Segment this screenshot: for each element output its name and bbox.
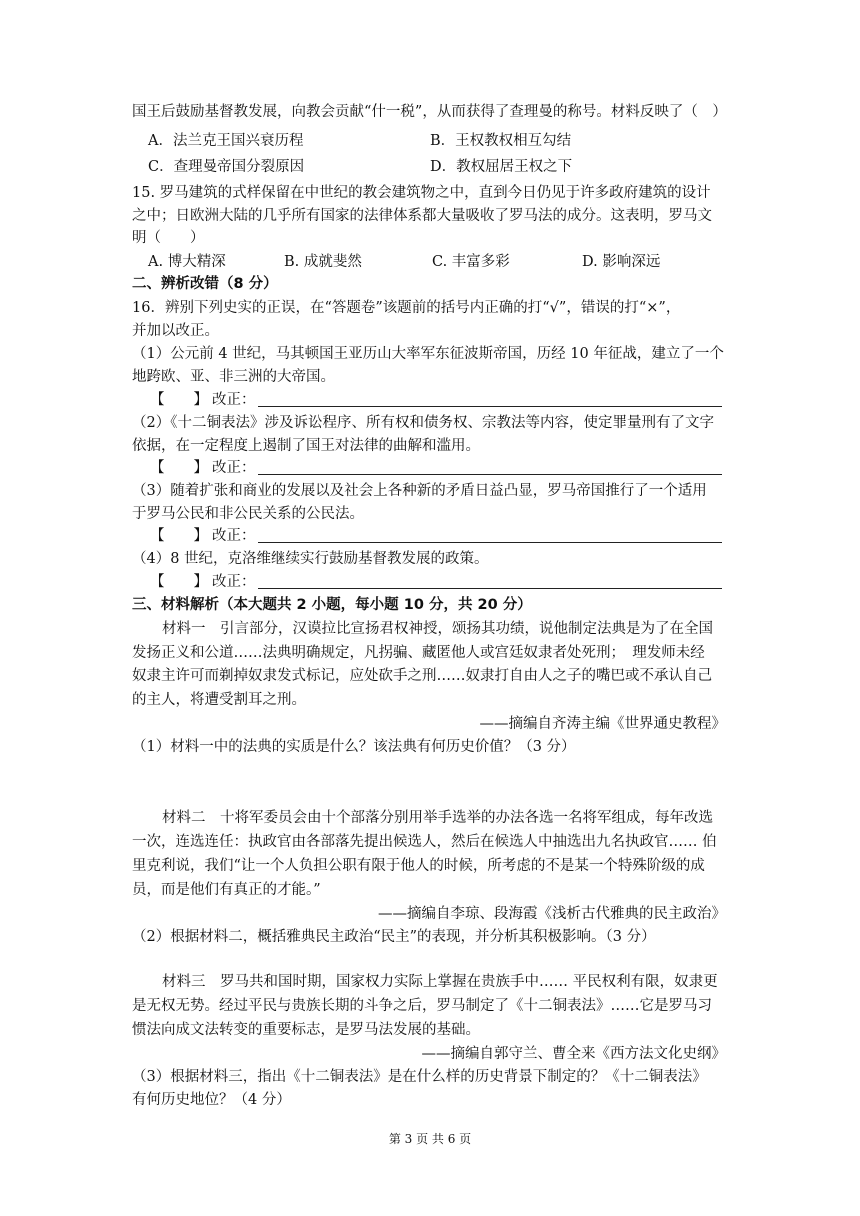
judgement-bracket[interactable]: 【 】 <box>150 392 208 408</box>
q15-option-b: B. 成就斐然 <box>284 254 362 270</box>
q16-intro-line-1: 16．辨别下列史实的正误，在“答题卷”该题前的括号内正确的打“√”，错误的打“×”， <box>132 300 681 316</box>
correction-blank-line[interactable] <box>258 474 722 475</box>
section2-title: 二、辨析改错（8 分） <box>132 276 278 292</box>
material-2-line-2: 一次，连选连任：执政官由各部落先提出候选人，然后在候选人中抽选出九名执政官…… 伯 <box>132 834 717 850</box>
q16-item-4-correction[interactable] <box>150 572 722 592</box>
correction-blank-line[interactable] <box>258 406 722 407</box>
material-1-source: ——摘编自齐涛主编《世界通史教程》 <box>479 716 726 732</box>
correction-label: 改正： <box>212 460 256 476</box>
material-3-line-2: 是无权无势。经过平民与贵族长期的斗争之后，罗马制定了《十二铜表法》……它是罗马习 <box>132 998 712 1014</box>
material-3-question-line-1: （3）根据材料三，指出《十二铜表法》是在什么样的历史背景下制定的？《十二铜表法》 <box>132 1069 707 1085</box>
q14-option-c: C．查理曼帝国分裂原因 <box>148 159 305 175</box>
q15-line-3: 明（ ） <box>132 230 205 246</box>
material-3-source: ——摘编自郭守兰、曹全来《西方法文化史纲》 <box>421 1046 726 1062</box>
q16-item-3-line-2: 于罗马公民和非公民关系的公民法。 <box>132 506 364 522</box>
q14-option-d: D．教权屈居王权之下 <box>430 159 573 175</box>
material-3-question-line-2: 有何历史地位？（4 分） <box>132 1092 291 1108</box>
correction-label: 改正： <box>212 528 256 544</box>
q16-intro-line-2: 并加以改正。 <box>132 323 219 339</box>
q15-option-a: A. 博大精深 <box>148 254 226 270</box>
material-2-line-4: 员，而是他们有真正的才能。” <box>132 882 321 898</box>
q16-item-3-correction[interactable] <box>150 526 722 546</box>
q16-item-2-line-1: （2）《十二铜表法》涉及诉讼程序、所有权和债务权、宗教法等内容，使定罪量刑有了文字 <box>132 415 714 431</box>
q15-option-c: C. 丰富多彩 <box>432 254 510 270</box>
q14-option-a: A．法兰克王国兴衰历程 <box>148 133 304 149</box>
q14-option-b: B．王权教权相互勾结 <box>430 133 572 149</box>
judgement-bracket[interactable]: 【 】 <box>150 528 208 544</box>
material-1-line-3: 奴隶主许可而剃掉奴隶发式标记，应处砍手之刑……奴隶打自由人之子的嘴巴或不承认自己 <box>132 668 712 684</box>
correction-blank-line[interactable] <box>258 542 722 543</box>
material-2-source: ——摘编自李琼、段海霞《浅析古代雅典的民主政治》 <box>378 906 726 922</box>
q16-item-3-line-1: （3）随着扩张和商业的发展以及社会上各种新的矛盾日益凸显，罗马帝国推行了一个适用 <box>132 483 707 499</box>
material-2-line-1: 材料二 十将军委员会由十个部落分别用举手选举的办法各选一名将军组成，每年改选 <box>162 810 713 826</box>
q16-item-4-line-1: （4）8 世纪，克洛维继续实行鼓励基督教发展的政策。 <box>132 551 489 567</box>
q16-item-1-line-1: （1）公元前 4 世纪，马其顿国王亚历山大率军东征波斯帝国，历经 10 年征战，建立了一个 <box>132 346 724 362</box>
page-footer: 第 3 页 共 6 页 <box>388 1132 472 1146</box>
correction-label: 改正： <box>212 574 256 590</box>
material-1-question: （1）材料一中的法典的实质是什么？该法典有何历史价值？（3 分） <box>132 739 576 755</box>
material-1-line-1: 材料一 引言部分，汉谟拉比宣扬君权神授，颂扬其功绩，说他制定法典是为了在全国 <box>162 621 713 637</box>
q15-option-d: D. 影响深远 <box>582 254 661 270</box>
section3-title: 三、材料解析（本大题共 2 小题，每小题 10 分，共 20 分） <box>132 597 532 613</box>
material-1-line-2: 发扬正义和公道……法典明确规定，凡拐骗、藏匿他人或宫廷奴隶者处死刑； 理发师未经 <box>132 645 705 661</box>
q15-line-2: 之中；日欧洲大陆的几乎所有国家的法律体系都大量吸收了罗马法的成分。这表明，罗马文 <box>132 208 712 224</box>
judgement-bracket[interactable]: 【 】 <box>150 460 208 476</box>
correction-label: 改正： <box>212 392 256 408</box>
q16-item-1-correction[interactable] <box>150 390 722 410</box>
material-2-line-3: 里克利说，我们“让一个人负担公职有限于他人的时候，所考虑的不是某一个特殊阶级的成 <box>132 858 705 874</box>
q14-stem-tail: 国王后鼓励基督教发展，向教会贡献“什一税”，从而获得了查理曼的称号。材料反映了（ ） <box>132 104 727 120</box>
q16-item-1-line-2: 地跨欧、亚、非三洲的大帝国。 <box>132 369 335 385</box>
material-3-line-3: 惯法向成文法转变的重要标志，是罗马法发展的基础。 <box>132 1022 480 1038</box>
material-3-line-1: 材料三 罗马共和国时期，国家权力实际上掌握在贵族手中…… 平民权利有限，奴隶更 <box>162 974 718 990</box>
judgement-bracket[interactable]: 【 】 <box>150 574 208 590</box>
correction-blank-line[interactable] <box>258 588 722 589</box>
q15-line-1: 15. 罗马建筑的式样保留在中世纪的教会建筑物之中，直到今日仍见于许多政府建筑的设计 <box>132 185 711 201</box>
q16-item-2-correction[interactable] <box>150 458 722 478</box>
q16-item-2-line-2: 依据，在一定程度上遏制了国王对法律的曲解和滥用。 <box>132 438 480 454</box>
material-1-line-4: 的主人，将遭受割耳之刑。 <box>132 692 306 708</box>
material-2-question: （2）根据材料二，概括雅典民主政治“民主”的表现，并分析其积极影响。（3 分） <box>132 929 656 945</box>
